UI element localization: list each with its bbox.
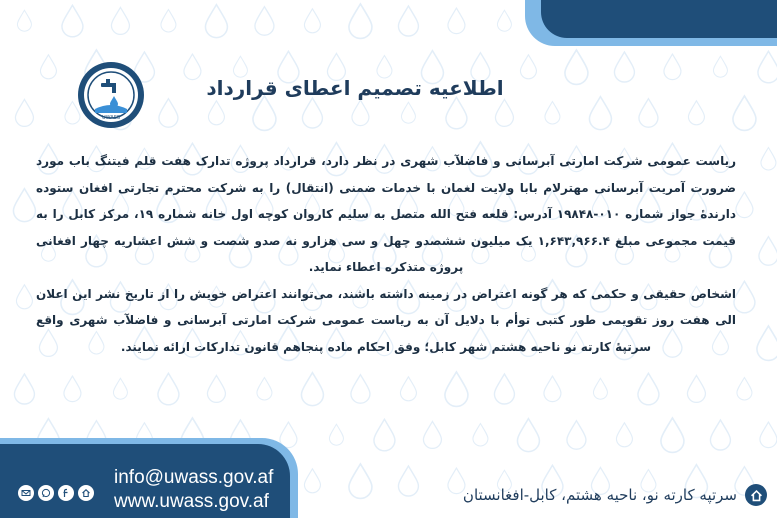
water-drop [567,421,586,450]
water-drop [400,377,416,401]
water-drop [40,55,56,79]
home-icon[interactable] [78,485,94,501]
water-drop [17,10,31,31]
home-icon [745,484,767,506]
water-drop [304,9,320,33]
water-drop [158,373,179,405]
water-drop [661,418,684,453]
water-drop [253,96,276,130]
water-drop [351,375,370,404]
water-drop [544,376,561,402]
address-text: سرتپه کارته نو، ناحیه هشتم، کابل-افغانستان [462,486,737,504]
address-line [463,484,767,506]
water-drop [113,378,127,399]
water-drop [614,52,634,82]
water-drop [304,469,320,493]
water-drop [710,420,730,450]
water-drop [377,56,392,79]
water-drop [205,5,227,38]
water-drop [374,419,395,451]
water-drop [688,101,704,125]
notice-paragraph-2: اشخاص حقیقی و حکمی که هر گونه اعتراض در زمینه داشته باشند، می‌توانند اعتراض خویش را از تاریخ نشر این اعلان الی هفت روز تقویمی طور کتبی توأم با دلایل آن به ریاست عمومی شرکت امارتی آبرسانی و فاضلآب شهری واقع سرتپهٔ کارته نو ناحیه هشتم شهر کابل؛ وفق احکام ماده پنجاهم قانون تدارکات ارائه نمایند. [36,286,736,354]
water-drop [758,51,777,83]
water-drop [302,98,322,128]
page-title: اطلاعیه تصمیم اعطای قرارداد [206,76,504,100]
water-drop [760,422,777,448]
water-drop [639,99,658,128]
email-link[interactable]: info@uwass.gov.af [114,467,274,488]
water-drop [759,237,777,266]
water-drop [589,97,611,130]
water-drop [734,281,755,313]
water-drop [473,424,488,447]
water-drop [301,373,323,406]
water-drop [423,421,441,448]
water-drop [664,54,681,80]
water-drop [13,189,35,222]
water-drop [713,56,727,77]
water-drop [736,192,753,218]
whatsapp-icon[interactable] [38,485,54,501]
water-drop [545,102,560,125]
water-drop [757,326,777,361]
water-drop [593,378,607,399]
water-drop [398,6,418,36]
water-drop [495,99,513,126]
water-drop [398,466,418,496]
water-drop [352,100,369,126]
water-drop [687,375,705,402]
water-drop [255,7,274,36]
water-drop [494,374,514,404]
water-drop [761,148,776,171]
top-band [541,0,777,38]
contact-info [114,466,273,514]
notice-paragraph-1: ریاست عمومی شرکت امارتی آبرسانی و فاضلآب شهری در نظر دارد، قرارداد پروژه تدارک هفت قلم فیتنگ باب مورد ضرورت آمریت آبرسانی مهترلام بابا ولایت لغمان با خدمات ضمنی (انتقال) را به شرکت محترم تجارتی افغان ستوده دارندهٔ جواز شماره ۰۱۰-۱۹۸۴۸ آدرس: قلعه فتح الله متصل به سلیم کاروان کوچه اول خانه شماره ۱۹، مرکز کابل را به قیمت مجموعی مبلغ ۱,۶۴۳,۹۶۶.۴ یک میلیون ششصدو چهل و سی هزارو نه صدو شصت و شش اعشاریه چهار افغانی پروژه متذکره اعطاء نماید. [36,154,736,274]
website-link[interactable]: www.uwass.gov.af [114,491,269,512]
water-drop [208,101,224,125]
water-drop [616,423,632,447]
water-drop [65,102,80,125]
water-drop [448,8,465,34]
water-drop [349,464,372,499]
water-drop [257,378,272,401]
water-drop [349,4,372,39]
water-drop [207,375,225,402]
social-icons [18,485,94,501]
water-drop [233,56,247,77]
water-drop [159,99,178,128]
logo-emblem [81,65,141,125]
facebook-icon[interactable] [58,485,74,501]
water-drop [445,372,468,407]
logo-label: UWASS [101,115,121,121]
water-drop [64,376,81,402]
water-drop [62,5,83,36]
uwass-logo-icon [78,62,144,128]
water-drop [733,96,756,130]
water-drop [111,7,129,34]
water-drop [638,373,659,405]
water-drop [16,285,32,309]
notice-body [36,148,736,360]
water-drop [517,419,539,452]
water-drop [161,10,176,33]
water-drop [737,378,752,401]
water-drop [565,50,588,85]
water-drop [15,99,33,126]
water-drop [14,374,34,404]
water-drop [329,424,343,445]
water-drop [446,97,467,129]
water-drop [497,10,511,31]
email-icon[interactable] [18,485,34,501]
water-drop [401,102,415,123]
